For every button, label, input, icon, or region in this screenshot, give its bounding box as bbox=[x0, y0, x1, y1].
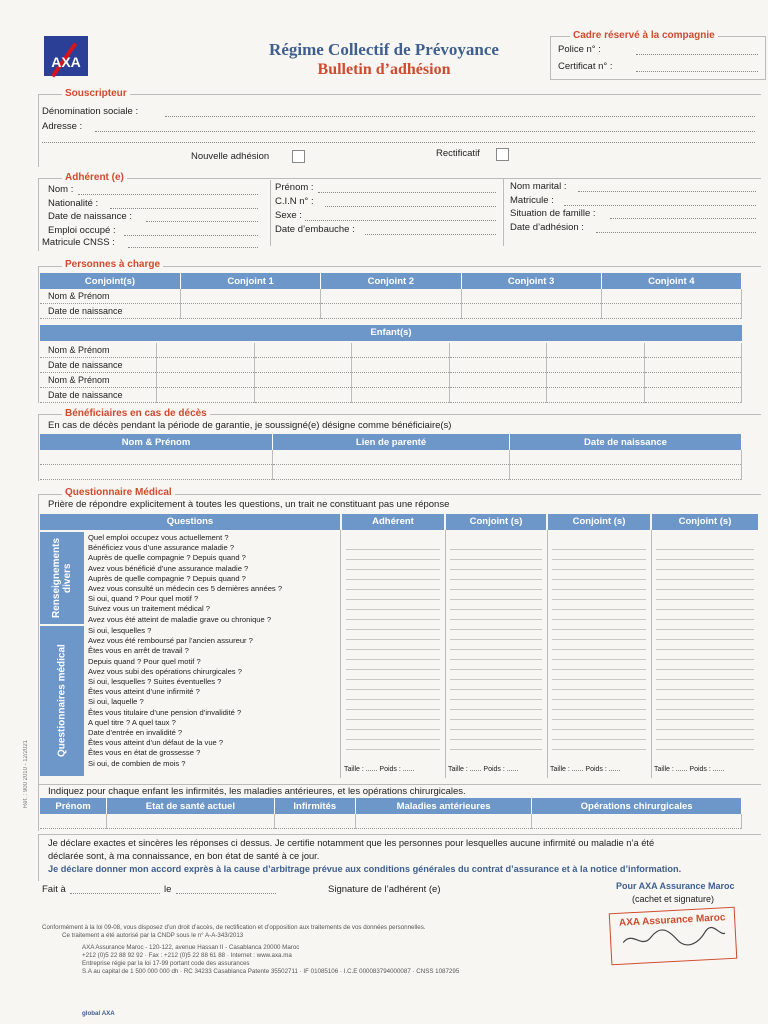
conjoint-3-answer-lines[interactable] bbox=[656, 540, 754, 758]
question-item: Si oui, de combien de mois ? bbox=[88, 758, 186, 768]
questions-block-2 bbox=[88, 626, 253, 769]
table-cell[interactable] bbox=[352, 343, 450, 358]
table-cell[interactable] bbox=[449, 343, 547, 358]
nouvelle-adhesion-label: Nouvelle adhésion bbox=[191, 151, 270, 162]
table-row bbox=[40, 304, 742, 319]
table-cell[interactable] bbox=[254, 373, 352, 388]
infirmites-intro: Indiquez pour chaque enfant les infirmités, les maladies antérieures, et les opérations chirurgicales. bbox=[48, 786, 466, 797]
table-row bbox=[40, 814, 742, 829]
table-cell[interactable] bbox=[352, 373, 450, 388]
renseignements-divers-label: Renseignements divers bbox=[40, 532, 84, 624]
nouvelle-adhesion-checkbox[interactable] bbox=[292, 150, 305, 163]
declaration-line-2: déclarée sont, à ma connaissance, en bon état de santé à ce jour. bbox=[48, 851, 320, 861]
footer-side-reference: Réf. : 900 2010 - 12/2021 bbox=[23, 740, 29, 809]
adherent-divider-2 bbox=[503, 178, 505, 246]
question-item: Bénéficiez vous d’une assurance maladie ? bbox=[88, 543, 235, 553]
table-cell[interactable] bbox=[40, 814, 107, 829]
nationalite-label: Nationalité : bbox=[48, 198, 99, 209]
table-cell[interactable] bbox=[181, 289, 321, 304]
enfants-table bbox=[40, 343, 742, 403]
table-cell[interactable] bbox=[274, 814, 355, 829]
table-cell[interactable] bbox=[157, 388, 255, 403]
arbitrage-declaration: Je déclare donner mon accord exprès à la cause d’arbitrage prévue aux conditions générales du contrat d’assurance et à la notice d’information. bbox=[48, 864, 682, 874]
sexe-label: Sexe : bbox=[275, 210, 302, 221]
table-row bbox=[40, 373, 742, 388]
infirmites-table bbox=[40, 798, 742, 829]
table-cell[interactable] bbox=[40, 450, 273, 465]
company-reserved-box bbox=[550, 36, 766, 80]
questionnaire-intro: Prière de répondre explicitement à toutes les questions, un trait ne constituant pas une réponse bbox=[48, 499, 450, 510]
table-cell[interactable] bbox=[321, 304, 461, 319]
emploi-field[interactable] bbox=[124, 235, 258, 236]
question-item: Si oui, quand ? Pour quel motif ? bbox=[88, 594, 199, 604]
conjoint-col-header-3: Conjoint (s) bbox=[652, 514, 758, 530]
table-cell[interactable] bbox=[107, 814, 275, 829]
nom-marital-field[interactable] bbox=[578, 191, 756, 192]
date-naissance-field[interactable] bbox=[146, 221, 258, 222]
nom-marital-label: Nom marital : bbox=[510, 181, 567, 192]
row-label: Date de naissance bbox=[40, 304, 181, 319]
question-item: Avez vous subi des opérations chirurgicales ? bbox=[88, 666, 242, 676]
company-reserved-title: Cadre réservé à la compagnie bbox=[570, 30, 718, 41]
table-cell[interactable] bbox=[547, 373, 645, 388]
date-embauche-field[interactable] bbox=[365, 234, 496, 235]
table-row bbox=[40, 343, 742, 358]
souscripteur-title: Souscripteur bbox=[62, 88, 130, 99]
question-item: Êtes vous en arrêt de travail ? bbox=[88, 646, 189, 656]
le-label: le bbox=[164, 884, 172, 895]
date-adhesion-field[interactable] bbox=[596, 232, 756, 233]
operations-header: Opérations chirurgicales bbox=[532, 798, 742, 814]
table-cell[interactable] bbox=[644, 343, 742, 358]
row-label: Date de naissance bbox=[40, 358, 157, 373]
fait-a-label: Fait à bbox=[42, 884, 66, 895]
column-divider bbox=[547, 530, 549, 778]
beneficiaires-header-row bbox=[40, 434, 742, 450]
question-item: Si oui, lesquelles ? Suites éventuelles ? bbox=[88, 677, 222, 687]
question-item: Si oui, laquelle ? bbox=[88, 697, 144, 707]
personnes-title: Personnes à charge bbox=[62, 259, 163, 270]
table-cell[interactable] bbox=[547, 343, 645, 358]
prenom-header: Prénom bbox=[40, 798, 107, 814]
column-divider bbox=[445, 530, 447, 778]
cin-label: C.I.N n° : bbox=[275, 196, 314, 207]
enfants-header: Enfant(s) bbox=[40, 325, 742, 341]
conjoints-header-row bbox=[40, 273, 742, 289]
question-item: Auprès de quelle compagnie ? Depuis quand ? bbox=[88, 573, 246, 583]
footer-line-2: Ce traitement a été autorisé par la CNDP sous le n° A-A-343/2013 bbox=[62, 932, 244, 939]
table-cell[interactable] bbox=[449, 388, 547, 403]
table-cell[interactable] bbox=[547, 358, 645, 373]
axa-logo: AXA bbox=[44, 36, 88, 76]
adresse-field[interactable] bbox=[95, 131, 755, 132]
nom-label: Nom : bbox=[48, 184, 74, 195]
conjoint-col-header-1: Conjoint (s) bbox=[446, 514, 546, 530]
row-label: Nom & Prénom bbox=[40, 343, 157, 358]
certificat-field[interactable] bbox=[636, 71, 758, 72]
questionnaires-medical-label: Questionnaires médical bbox=[40, 626, 84, 776]
conjoint-4-header: Conjoint 4 bbox=[601, 273, 741, 289]
adherent-col-header: Adhérent bbox=[342, 514, 444, 530]
police-label: Police n° : bbox=[558, 44, 601, 55]
row-label: Date de naissance bbox=[40, 388, 157, 403]
table-cell[interactable] bbox=[321, 289, 461, 304]
table-row bbox=[40, 450, 742, 465]
table-cell[interactable] bbox=[547, 388, 645, 403]
conjoint-col-header-2: Conjoint (s) bbox=[548, 514, 650, 530]
table-cell[interactable] bbox=[449, 358, 547, 373]
matricule-label: Matricule : bbox=[510, 195, 554, 206]
denomination-field[interactable] bbox=[165, 116, 755, 117]
footer-line-4: +212 (0)5 22 88 92 92 · Fax : +212 (0)5 22 88 61 88 · Internet : www.axa.ma bbox=[82, 952, 292, 959]
footer-block bbox=[42, 924, 459, 976]
questionnaire-title: Questionnaire Médical bbox=[62, 487, 175, 498]
signature-adherent-label: Signature de l’adhérent (e) bbox=[328, 884, 441, 895]
date-naissance-label: Date de naissance : bbox=[48, 211, 132, 222]
table-cell[interactable] bbox=[157, 343, 255, 358]
adherent-frame bbox=[38, 178, 761, 251]
taille-poids-adherent: Taille : ...... Poids : ...... bbox=[344, 766, 415, 773]
conjoint-3-header: Conjoint 3 bbox=[461, 273, 601, 289]
table-row bbox=[40, 465, 742, 480]
beneficiaires-intro: En cas de décès pendant la période de garantie, je soussigné(e) désigne comme bénéficiaire(s) bbox=[48, 420, 452, 431]
table-cell[interactable] bbox=[510, 450, 742, 465]
question-item: Êtes vous titulaire d’une pension d’invalidité ? bbox=[88, 707, 242, 717]
question-item: Auprès de quelle compagnie ? Depuis quand ? bbox=[88, 553, 246, 563]
pour-axa-label: Pour AXA Assurance Maroc bbox=[616, 881, 735, 891]
table-cell[interactable] bbox=[461, 304, 601, 319]
table-cell[interactable] bbox=[352, 388, 450, 403]
stamp-text: AXA Assurance Maroc bbox=[618, 912, 726, 929]
table-cell[interactable] bbox=[254, 343, 352, 358]
nationalite-field[interactable] bbox=[110, 208, 258, 209]
adherent-title: Adhérent (e) bbox=[62, 172, 127, 183]
etat-sante-header: Etat de santé actuel bbox=[107, 798, 275, 814]
certificat-label: Certificat n° : bbox=[558, 61, 613, 72]
conjoint-1-answer-lines[interactable] bbox=[450, 540, 542, 758]
table-cell[interactable] bbox=[352, 358, 450, 373]
table-cell[interactable] bbox=[40, 465, 273, 480]
table-cell[interactable] bbox=[157, 358, 255, 373]
denomination-label: Dénomination sociale : bbox=[42, 106, 139, 117]
row-label: Nom & Prénom bbox=[40, 289, 181, 304]
table-cell[interactable] bbox=[273, 465, 510, 480]
sexe-field[interactable] bbox=[305, 220, 496, 221]
question-item: Êtes vous atteint d’une infirmité ? bbox=[88, 687, 200, 697]
question-item: Quel emploi occupez vous actuellement ? bbox=[88, 533, 229, 542]
footer-line-3: AXA Assurance Maroc - 120-122, avenue Hassan II - Casablanca 20000 Maroc bbox=[82, 944, 300, 951]
question-item: Avez vous été remboursé par l’ancien assureur ? bbox=[88, 636, 253, 646]
taille-poids-conjoint-2: Taille : ...... Poids : ...... bbox=[550, 766, 621, 773]
date-embauche-label: Date d’embauche : bbox=[275, 224, 355, 235]
prenom-field[interactable] bbox=[318, 192, 496, 193]
table-cell[interactable] bbox=[181, 304, 321, 319]
question-item: Suivez vous un traitement médical ? bbox=[88, 604, 210, 614]
prenom-label: Prénom : bbox=[275, 182, 314, 193]
cachet-label: (cachet et signature) bbox=[632, 894, 715, 904]
police-field[interactable] bbox=[636, 54, 758, 55]
footer-line-6: S.A au capital de 1 500 000 000 dh · RC 34233 Casablanca Patente 35502711 · IF 01085106 · I.C.E 000083794000087 · CNSS 1087295 bbox=[82, 968, 460, 975]
table-cell[interactable] bbox=[532, 814, 742, 829]
taille-poids-conjoint-1: Taille : ...... Poids : ...... bbox=[448, 766, 519, 773]
beneficiaires-title: Bénéficiaires en cas de décès bbox=[62, 408, 210, 419]
table-cell[interactable] bbox=[157, 373, 255, 388]
cnss-field[interactable] bbox=[128, 247, 258, 248]
column-divider bbox=[340, 530, 342, 778]
beneficiaires-table bbox=[40, 434, 742, 480]
form-subtitle: Bulletin d’adhésion bbox=[317, 61, 451, 78]
situation-famille-field[interactable] bbox=[610, 218, 756, 219]
conjoint-2-answer-lines[interactable] bbox=[552, 540, 646, 758]
column-divider bbox=[651, 530, 653, 778]
adresse-field-2[interactable] bbox=[42, 142, 755, 143]
le-field[interactable] bbox=[176, 893, 276, 894]
taille-poids-conjoint-3: Taille : ...... Poids : ...... bbox=[654, 766, 725, 773]
table-cell[interactable] bbox=[254, 358, 352, 373]
footer-line-1: Conformément à la loi 09-08, vous disposez d’un droit d’accès, de rectification et d’opposition aux traitements de vos données personnelles. bbox=[42, 924, 426, 931]
infirmites-header-row bbox=[40, 798, 742, 814]
signature-scribble-icon bbox=[619, 923, 730, 951]
company-stamp bbox=[609, 907, 738, 966]
lien-parente-header: Lien de parenté bbox=[273, 434, 510, 450]
situation-famille-label: Situation de famille : bbox=[510, 208, 596, 219]
adresse-label: Adresse : bbox=[42, 121, 83, 132]
conjoints-table bbox=[40, 273, 742, 319]
cin-field[interactable] bbox=[325, 206, 496, 207]
maladies-header: Maladies antérieures bbox=[355, 798, 531, 814]
question-item: Avez vous été atteint de maladie grave ou chronique ? bbox=[88, 614, 272, 624]
adherent-divider-1 bbox=[270, 180, 272, 246]
table-cell[interactable] bbox=[601, 304, 741, 319]
question-item: Êtes vous en état de grossesse ? bbox=[88, 748, 201, 758]
adherent-answer-lines[interactable] bbox=[346, 540, 440, 758]
table-cell[interactable] bbox=[355, 814, 531, 829]
footer-bottom: global AXA bbox=[82, 1010, 115, 1017]
rectificatif-checkbox[interactable] bbox=[496, 148, 509, 161]
matricule-field[interactable] bbox=[564, 205, 756, 206]
conjoints-header: Conjoint(s) bbox=[40, 273, 181, 289]
table-cell[interactable] bbox=[644, 373, 742, 388]
table-row bbox=[40, 358, 742, 373]
question-item: A quel titre ? A quel taux ? bbox=[88, 717, 176, 727]
rectificatif-label: Rectificatif bbox=[436, 148, 480, 159]
question-item: Avez vous consulté un médecin ces 5 dernières années ? bbox=[88, 584, 283, 594]
cnss-label: Matricule CNSS : bbox=[42, 237, 115, 248]
form-title: Régime Collectif de Prévoyance bbox=[269, 40, 499, 59]
question-item: Êtes vous atteint d’un défaut de la vue ? bbox=[88, 738, 224, 748]
table-cell[interactable] bbox=[601, 289, 741, 304]
footer-line-5: Entreprise régie par la loi 17-99 portant code des assurances bbox=[82, 960, 250, 967]
table-cell[interactable] bbox=[644, 388, 742, 403]
question-item: Date d’entrée en invalidité ? bbox=[88, 728, 183, 738]
table-cell[interactable] bbox=[449, 373, 547, 388]
table-row bbox=[40, 289, 742, 304]
nom-field[interactable] bbox=[78, 194, 258, 195]
questions-block-1 bbox=[88, 533, 282, 625]
row-label: Nom & Prénom bbox=[40, 373, 157, 388]
table-row bbox=[40, 388, 742, 403]
table-cell[interactable] bbox=[510, 465, 742, 480]
conjoint-1-header: Conjoint 1 bbox=[181, 273, 321, 289]
table-cell[interactable] bbox=[461, 289, 601, 304]
declaration-line-1: Je déclare exactes et sincères les réponses ci dessus. Je certifie notamment que les personnes pour lesquelles aucune infirmité ou maladie n’a été bbox=[48, 838, 655, 848]
table-cell[interactable] bbox=[254, 388, 352, 403]
question-item: Avez vous bénéficié d’une assurance maladie ? bbox=[88, 563, 249, 573]
date-adhesion-label: Date d’adhésion : bbox=[510, 222, 584, 233]
questions-header: Questions bbox=[40, 514, 340, 530]
fait-a-field[interactable] bbox=[70, 893, 160, 894]
question-item: Si oui, lesquelles ? bbox=[88, 626, 152, 635]
date-naissance-header: Date de naissance bbox=[510, 434, 742, 450]
nom-prenom-header: Nom & Prénom bbox=[40, 434, 273, 450]
table-cell[interactable] bbox=[644, 358, 742, 373]
table-cell[interactable] bbox=[273, 450, 510, 465]
emploi-label: Emploi occupé : bbox=[48, 225, 116, 236]
question-item: Depuis quand ? Pour quel motif ? bbox=[88, 656, 201, 666]
infirmites-header: Infirmités bbox=[274, 798, 355, 814]
conjoint-2-header: Conjoint 2 bbox=[321, 273, 461, 289]
